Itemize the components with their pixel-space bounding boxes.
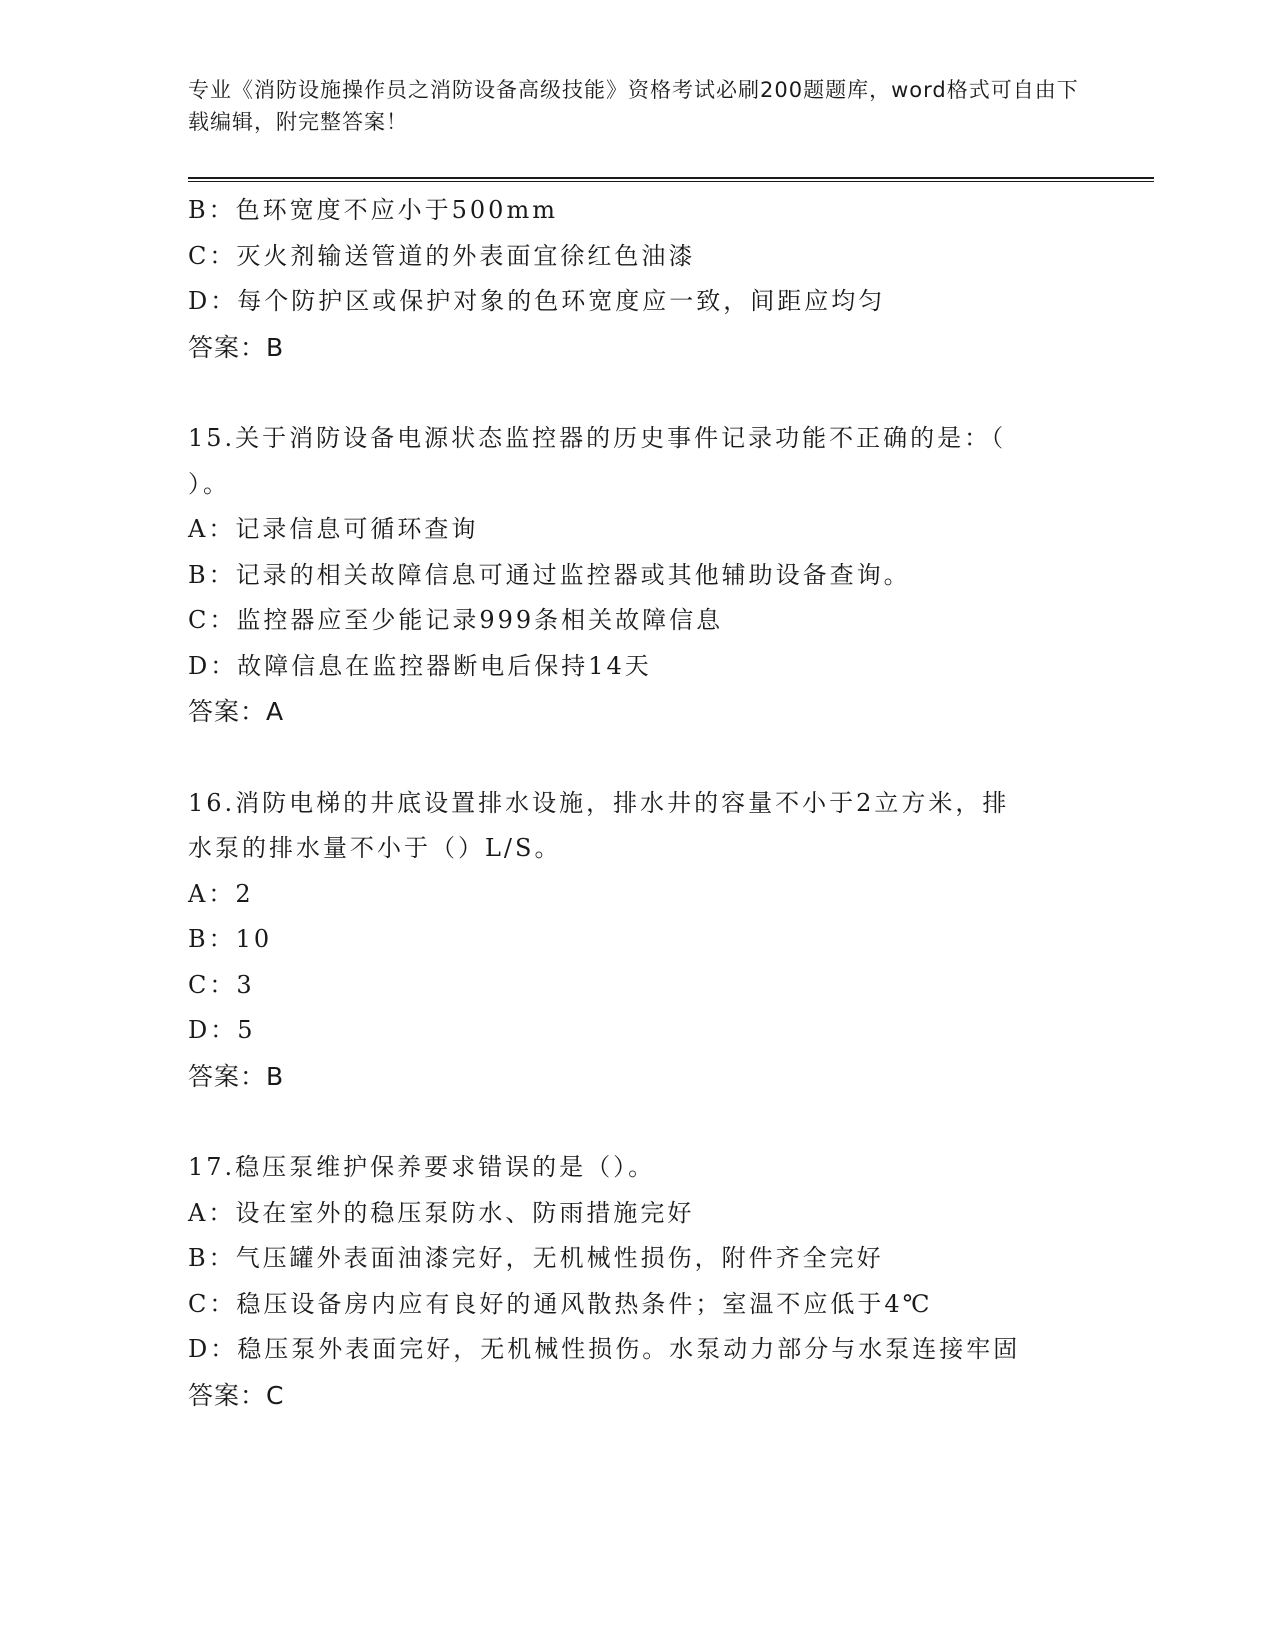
option-b: B：记录的相关故障信息可通过监控器或其他辅助设备查询。 (188, 560, 911, 589)
option-a: A：记录信息可循环查询 (188, 515, 479, 543)
answer-line: 答案：C (188, 1380, 285, 1410)
option-d: D：5 (188, 1016, 256, 1044)
question-stem: 16.消防电梯的井底设置排水设施，排水井的容量不小于2立方米，排 (188, 788, 1010, 817)
question-15 (188, 416, 1088, 735)
option-c: C：稳压设备房内应有良好的通风散热条件；室温不应低于4℃ (188, 1289, 933, 1318)
option-b: B：色环宽度不应小于500mm (188, 196, 558, 224)
question-stem-continued: 水泵的排水量不小于（）L/S。 (188, 834, 562, 862)
option-d: D：每个防护区或保护对象的色环宽度应一致，间距应均匀 (188, 287, 886, 315)
spacer (188, 1099, 1088, 1145)
option-d: D：稳压泵外表面完好，无机械性损伤。水泵动力部分与水泵连接牢固 (188, 1335, 1021, 1363)
option-b: B：10 (188, 925, 273, 953)
option-b: B：气压罐外表面油漆完好，无机械性损伤，附件齐全完好 (188, 1244, 884, 1272)
page-header (188, 74, 1088, 138)
answer-line: 答案：B (188, 1061, 285, 1091)
option-c: C：3 (188, 970, 255, 999)
option-a: A：设在室外的稳压泵防水、防雨措施完好 (188, 1198, 695, 1227)
option-c: C：监控器应至少能记录999条相关故障信息 (188, 606, 724, 634)
question-content (188, 188, 1088, 1418)
option-d: D：故障信息在监控器断电后保持14天 (188, 651, 652, 680)
answer-line: 答案：A (188, 697, 285, 726)
option-c: C：灭火剂输送管道的外表面宜徐红色油漆 (188, 241, 696, 270)
question-17 (188, 1145, 1088, 1418)
spacer (188, 735, 1088, 781)
question-stem: 17.稳压泵维护保养要求错误的是（）。 (188, 1153, 656, 1181)
question-stem: 15.关于消防设备电源状态监控器的历史事件记录功能不正确的是：（ (188, 424, 1007, 452)
option-a: A：2 (188, 879, 254, 908)
answer-line: 答案：B (188, 332, 285, 362)
spacer (188, 370, 1088, 416)
question-stem-continued: ）。 (188, 469, 230, 498)
header-divider (188, 177, 1154, 182)
question-16 (188, 781, 1088, 1100)
document-title: 专业《消防设施操作员之消防设备高级技能》资格考试必刷200题题库，word格式可自由下载编辑，附完整答案！ (188, 78, 1079, 134)
